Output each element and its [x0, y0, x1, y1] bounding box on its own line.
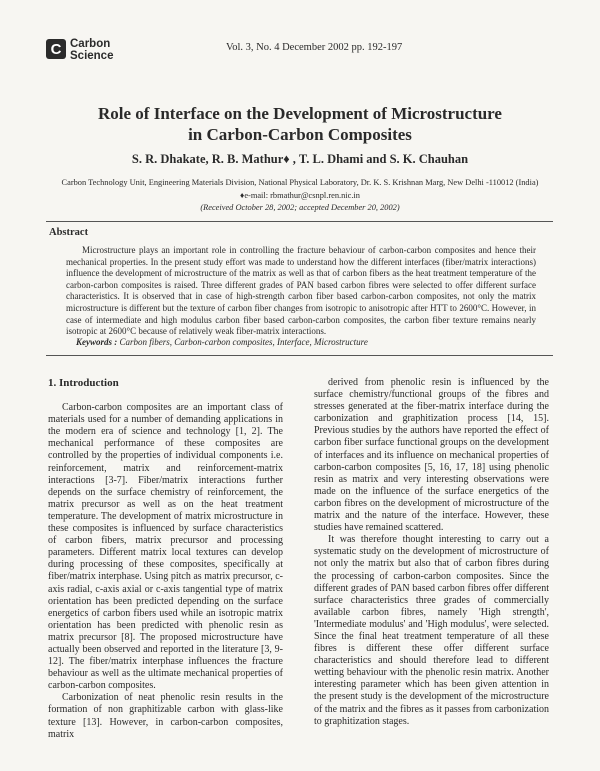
logo-mark: C [46, 39, 66, 59]
title-line-1: Role of Interface on the Development of Microstructure [98, 104, 502, 123]
affiliation: Carbon Technology Unit, Engineering Materials Division, National Physical Laboratory, Dr. K. S. Krishnan Marg, New Delhi -110012 (India) [61, 178, 539, 187]
paragraph: It was therefore thought interesting to carry out a systematic study on the development of microstructure of not only the matrix but also that of carbon fibres during the processing of carbon-carbon composites. Since the different grades of PAN based carbon fibres offer different surface characteristics three grades of commercially available carbon fibres, namely 'High strength', 'Intermediate modulus' and 'High modulus', were selected. Since the final heat treatment temperature of all these fibres is different these offer different surface characteristics and should therefore lead to different wetting behaviour with the phenolic resin matrix. Another interesting parameter which has been given attention in the present study is the development of the microstructure of the matrix and the fibres as it passes from carbonization to graphitization stages. [314, 534, 549, 727]
logo-line-1: Carbon [70, 38, 111, 50]
keywords-label: Keywords : [76, 337, 118, 347]
paper-title [0, 103, 600, 145]
received-dates: (Received October 28, 2002; accepted December 20, 2002) [200, 203, 400, 213]
section-heading-introduction: 1. Introduction [48, 377, 119, 389]
left-column [48, 377, 283, 741]
logo-line-2: Science [70, 50, 114, 62]
keywords-line [76, 337, 368, 347]
right-column [314, 377, 549, 728]
paragraph: Carbonization of neat phenolic resin results in the formation of non graphitizable carbon with glass-like texture [13]. However, in carbon-carbon composites, matrix [48, 692, 283, 740]
paragraph: Carbon-carbon composites are an important class of materials used for a number of demanding applications in the modern era of science and technology [1, 2]. The mechanical performance of these composites are controlled by the properties of individual components i.e. reinforcement, matrix and reinforcement-matrix interactions [3-7]. Fiber/matrix interactions further depends on the surface chemistry of reinforcement, the matrix precursor as well as on the heat treatment temperature. The development of matrix microstructure in these composites is influenced by surface characteristics of carbon fibers, matrix precursor and processing parameters. Different matrix local textures can develop during processing of these composites, specifically at fiber/matrix interphase. Using pitch as matrix precursor, c-axis radial, c-axis axial or c-axis tangential type of matrix orientation has been predicted depending on the surface energetics of carbon fibers used while an isotropic matrix orientation has been predicted with phenolic resin as matrix precursor [8]. The proposed microstructure have actually been observed and reported in the literature [3, 9-12]. The fiber/matrix interphase influences the fracture behaviour as well as the ultimate mechanical properties of carbon-carbon composites. [48, 402, 283, 692]
paragraph: derived from phenolic resin is influenced by the surface chemistry/functional groups of the fibres and stresses generated at the fiber-matrix interface during the carbonization and graphitization process [14, 15]. Previous studies by the authors have reported the effect of carbon fiber surface functional groups on the development of interfaces and its influence on mechanical properties of carbon-carbon composites [5, 16, 17, 18] using phenolic resin as matrix and very interesting observations were made on the influence of the surface energetics of the carbon fibres on the development of microstructure of the matrix and the nature of the interface. However, these studies have remained scattered. [314, 377, 549, 534]
corresponding-email: ♦e-mail: rbmathur@csnpl.ren.nic.in [240, 190, 360, 200]
journal-info: Vol. 3, No. 4 December 2002 pp. 192-197 [226, 42, 403, 53]
author-list: S. R. Dhakate, R. B. Mathur♦ , T. L. Dhami and S. K. Chauhan [131, 152, 469, 166]
logo-text [70, 38, 113, 62]
abstract-text: Microstructure plays an important role in controlling the fracture behaviour of carbon-carbon composites and hence their mechanical properties. In the present study effort was made to understand how the different interfaces (fiber/matrix interactions) influence the development of microstructure of the matrix as well as that of carbon fibers as the heat treatment temperature of the carbon-carbon composites is raised. Three different grades of PAN based carbon fibres were selected to offer different surface characteristics. It is observed that in case of high-strength carbon fiber based carbon-carbon composites, not only the matrix microstructure is different but the texture of carbon fiber changes from isotropic to anisotropic after HTT to 2600°C. However, in case of intermediate and high modulus carbon fiber based carbon-carbon composites, the carbon fiber texture remains nearly isotropic at 2600°C because of relatively weak fiber-matrix interactions. [66, 245, 536, 337]
abstract-heading: Abstract [49, 227, 89, 238]
affiliation-block [0, 177, 600, 215]
journal-logo [46, 38, 113, 62]
keywords-list: Carbon fibers, Carbon-carbon composites, Interface, Microstructure [119, 337, 368, 347]
title-line-2: in Carbon-Carbon Composites [188, 125, 412, 144]
